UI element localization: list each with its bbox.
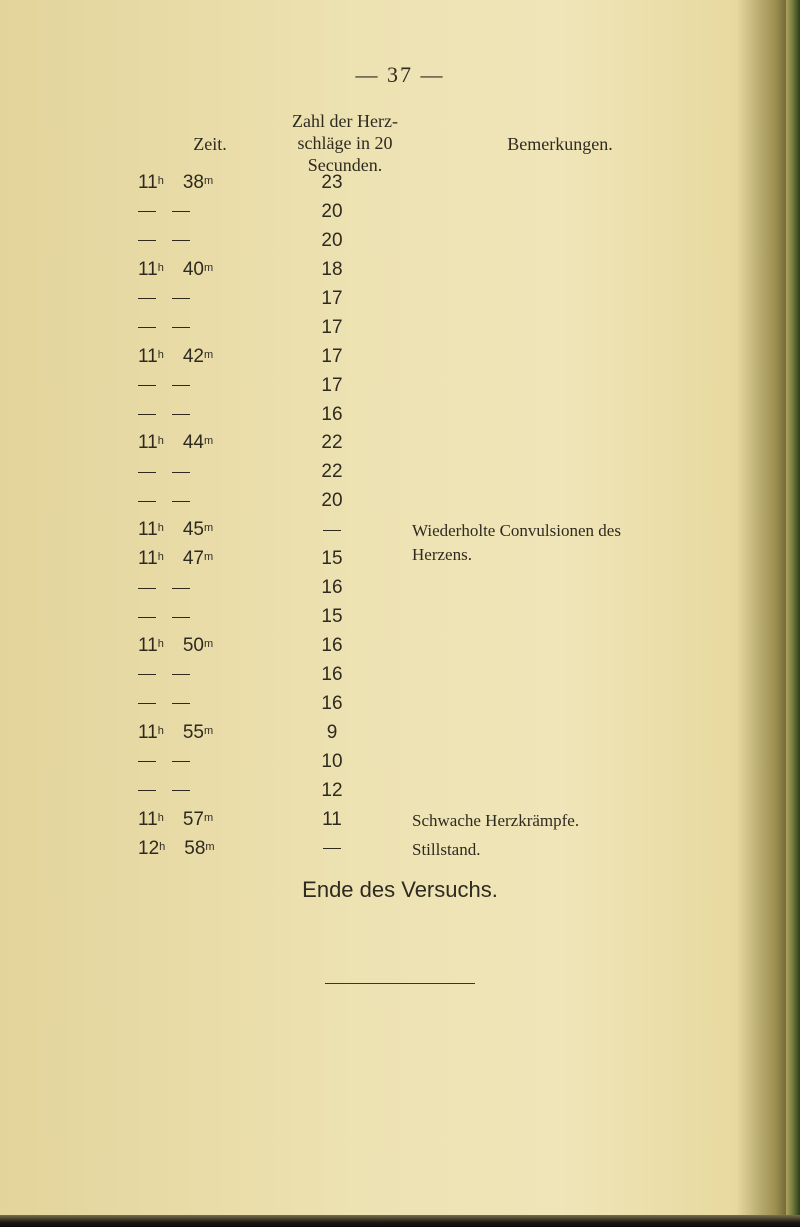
table-row <box>0 199 800 228</box>
beat-count-cell: 17 <box>321 374 343 396</box>
ditto-dash <box>172 790 190 791</box>
time-hour: 11 <box>138 721 158 743</box>
table-row <box>0 373 800 402</box>
time-cell <box>138 430 268 456</box>
time-minute-unit: m <box>204 551 214 564</box>
time-minute-unit: m <box>204 435 214 448</box>
time-minute: 57 <box>182 808 204 830</box>
table-row <box>0 344 800 373</box>
time-minute-unit: m <box>204 811 214 824</box>
time-hour-unit: h <box>157 435 164 448</box>
time-cell <box>138 778 268 804</box>
time-hour-unit: h <box>157 348 164 361</box>
ditto-dash <box>172 674 190 675</box>
beat-count-cell: 20 <box>321 490 343 512</box>
time-cell <box>138 228 268 254</box>
remark-cell: Wiederholte Convulsionen des Herzens. <box>412 521 621 565</box>
time-cell <box>138 315 268 341</box>
table-row <box>0 662 800 691</box>
time-cell <box>138 488 268 514</box>
time-cell <box>138 402 268 428</box>
beat-count-cell: 9 <box>326 721 338 743</box>
time-minute-unit: m <box>204 724 214 737</box>
beat-count-cell: 16 <box>321 577 343 599</box>
time-cell <box>138 662 268 688</box>
time-hour-unit: h <box>157 261 164 274</box>
time-minute-unit: m <box>204 638 214 650</box>
time-minute-unit: m <box>204 261 214 274</box>
time-cell <box>138 575 268 601</box>
table-row <box>0 778 800 807</box>
beat-count-cell: 22 <box>321 432 343 454</box>
beat-count-cell: 16 <box>321 663 343 685</box>
time-hour: 11 <box>138 258 158 280</box>
time-minute: 44 <box>182 432 204 454</box>
time-cell <box>138 836 268 862</box>
time-minute-unit: m <box>204 175 214 187</box>
ditto-dash <box>138 674 156 675</box>
time-cell <box>138 807 268 833</box>
time-hour: 11 <box>138 519 158 541</box>
time-cell <box>138 257 268 283</box>
header-zahl-line-2: schläge in 20 <box>297 133 393 153</box>
beat-count-cell: 22 <box>321 461 343 483</box>
ditto-dash <box>172 327 190 328</box>
table-row <box>0 691 800 720</box>
table-row <box>0 546 800 575</box>
ditto-dash <box>138 790 156 791</box>
remark-cell: Stillstand. <box>412 839 481 859</box>
table-row <box>0 488 800 517</box>
time-minute: 55 <box>182 721 204 743</box>
ditto-dash <box>172 298 190 299</box>
header-zahl-line-1: Zahl der Herz- <box>292 111 398 131</box>
table-row <box>0 459 800 488</box>
time-minute: 38 <box>182 172 204 193</box>
no-value-dash <box>323 530 341 531</box>
ditto-dash <box>172 385 190 386</box>
ditto-dash <box>138 414 156 415</box>
time-cell <box>138 749 268 775</box>
time-cell <box>138 604 268 630</box>
time-minute: 45 <box>182 519 204 541</box>
time-hour: 11 <box>138 635 158 656</box>
time-minute-unit: m <box>204 348 214 361</box>
time-cell <box>138 459 268 485</box>
beat-count-cell: 17 <box>321 316 343 338</box>
time-hour-unit: h <box>157 175 164 187</box>
time-hour: 11 <box>138 345 158 367</box>
time-hour: 11 <box>138 172 158 193</box>
no-value-dash <box>323 848 341 849</box>
time-cell <box>138 633 268 659</box>
time-cell <box>138 199 268 225</box>
time-hour-unit: h <box>159 840 166 853</box>
ditto-dash <box>138 211 156 212</box>
table-row <box>0 720 800 749</box>
ditto-dash <box>138 472 156 473</box>
ditto-dash <box>138 240 156 241</box>
table-row <box>0 575 800 604</box>
time-minute-unit: m <box>204 522 214 535</box>
table-row <box>0 315 800 344</box>
beat-count-cell <box>292 517 372 543</box>
beat-count-cell: 12 <box>321 779 343 801</box>
time-hour: 11 <box>138 432 158 454</box>
time-cell <box>138 344 268 370</box>
header-zahl <box>255 110 435 176</box>
ditto-dash <box>138 761 156 762</box>
ditto-dash <box>172 472 190 473</box>
beat-count-cell: 16 <box>321 635 343 656</box>
time-minute: 42 <box>182 345 204 367</box>
ditto-dash <box>172 240 190 241</box>
time-hour-unit: h <box>157 724 164 737</box>
time-hour-unit: h <box>157 522 164 535</box>
table-row <box>0 604 800 633</box>
ende-des-versuchs: Ende des Versuchs. <box>302 877 498 902</box>
beat-count-cell: 20 <box>321 200 343 222</box>
ditto-dash <box>138 703 156 704</box>
time-hour-unit: h <box>157 638 164 650</box>
ditto-dash <box>138 298 156 299</box>
beat-count-cell: 15 <box>321 606 343 628</box>
beat-count-cell: 11 <box>322 808 342 830</box>
ditto-dash <box>138 501 156 502</box>
beat-count-cell <box>292 836 372 862</box>
time-minute: 47 <box>182 548 204 570</box>
ditto-dash <box>172 761 190 762</box>
beat-count-cell: 20 <box>321 229 343 251</box>
ditto-dash <box>172 703 190 704</box>
time-minute: 50 <box>182 635 204 656</box>
time-minute: 40 <box>182 258 204 280</box>
ditto-dash <box>138 385 156 386</box>
ditto-dash <box>172 617 190 618</box>
beat-count-cell: 16 <box>321 403 343 425</box>
ditto-dash <box>172 501 190 502</box>
time-hour-unit: h <box>157 551 164 564</box>
beat-count-cell: 16 <box>321 692 343 714</box>
table-row <box>0 257 800 286</box>
time-hour: 12 <box>138 837 160 859</box>
beat-count-cell: 23 <box>321 172 343 193</box>
beat-count-cell: 17 <box>321 345 343 367</box>
time-cell <box>138 691 268 717</box>
table-row <box>0 228 800 257</box>
beat-count-cell: 18 <box>321 258 343 280</box>
table-row <box>0 430 800 459</box>
table-row <box>0 836 800 865</box>
ditto-dash <box>172 211 190 212</box>
time-cell <box>138 286 268 312</box>
table-row <box>0 749 800 778</box>
time-minute: 58 <box>184 837 206 859</box>
time-minute-unit: m <box>205 840 215 853</box>
ditto-dash <box>172 414 190 415</box>
table-row <box>0 402 800 431</box>
ditto-dash <box>138 327 156 328</box>
time-cell <box>138 720 268 746</box>
time-hour-unit: h <box>157 811 164 824</box>
beat-count-cell: 10 <box>321 750 343 772</box>
header-bemerkungen: Bemerkungen. <box>507 134 613 154</box>
time-cell <box>138 373 268 399</box>
heartbeat-table <box>0 170 800 865</box>
remark-cell: Schwache Herzkrämpfe. <box>412 810 580 830</box>
header-zeit: Zeit. <box>193 134 227 154</box>
divider-rule <box>325 983 475 984</box>
time-cell <box>138 546 268 572</box>
beat-count-cell: 15 <box>321 548 343 570</box>
page-number: — 37 — <box>355 62 445 87</box>
table-row <box>0 286 800 315</box>
time-hour: 11 <box>138 808 158 830</box>
book-edge-bottom <box>0 1215 800 1227</box>
table-row <box>0 170 800 199</box>
header-zahl-line-3: Secunden. <box>307 155 383 175</box>
beat-count-cell: 17 <box>321 287 343 309</box>
time-cell <box>138 517 268 543</box>
ditto-dash <box>172 588 190 589</box>
table-row <box>0 633 800 662</box>
ditto-dash <box>138 588 156 589</box>
time-hour: 11 <box>138 548 158 570</box>
ditto-dash <box>138 617 156 618</box>
table-row <box>0 807 800 836</box>
time-cell <box>138 170 268 196</box>
